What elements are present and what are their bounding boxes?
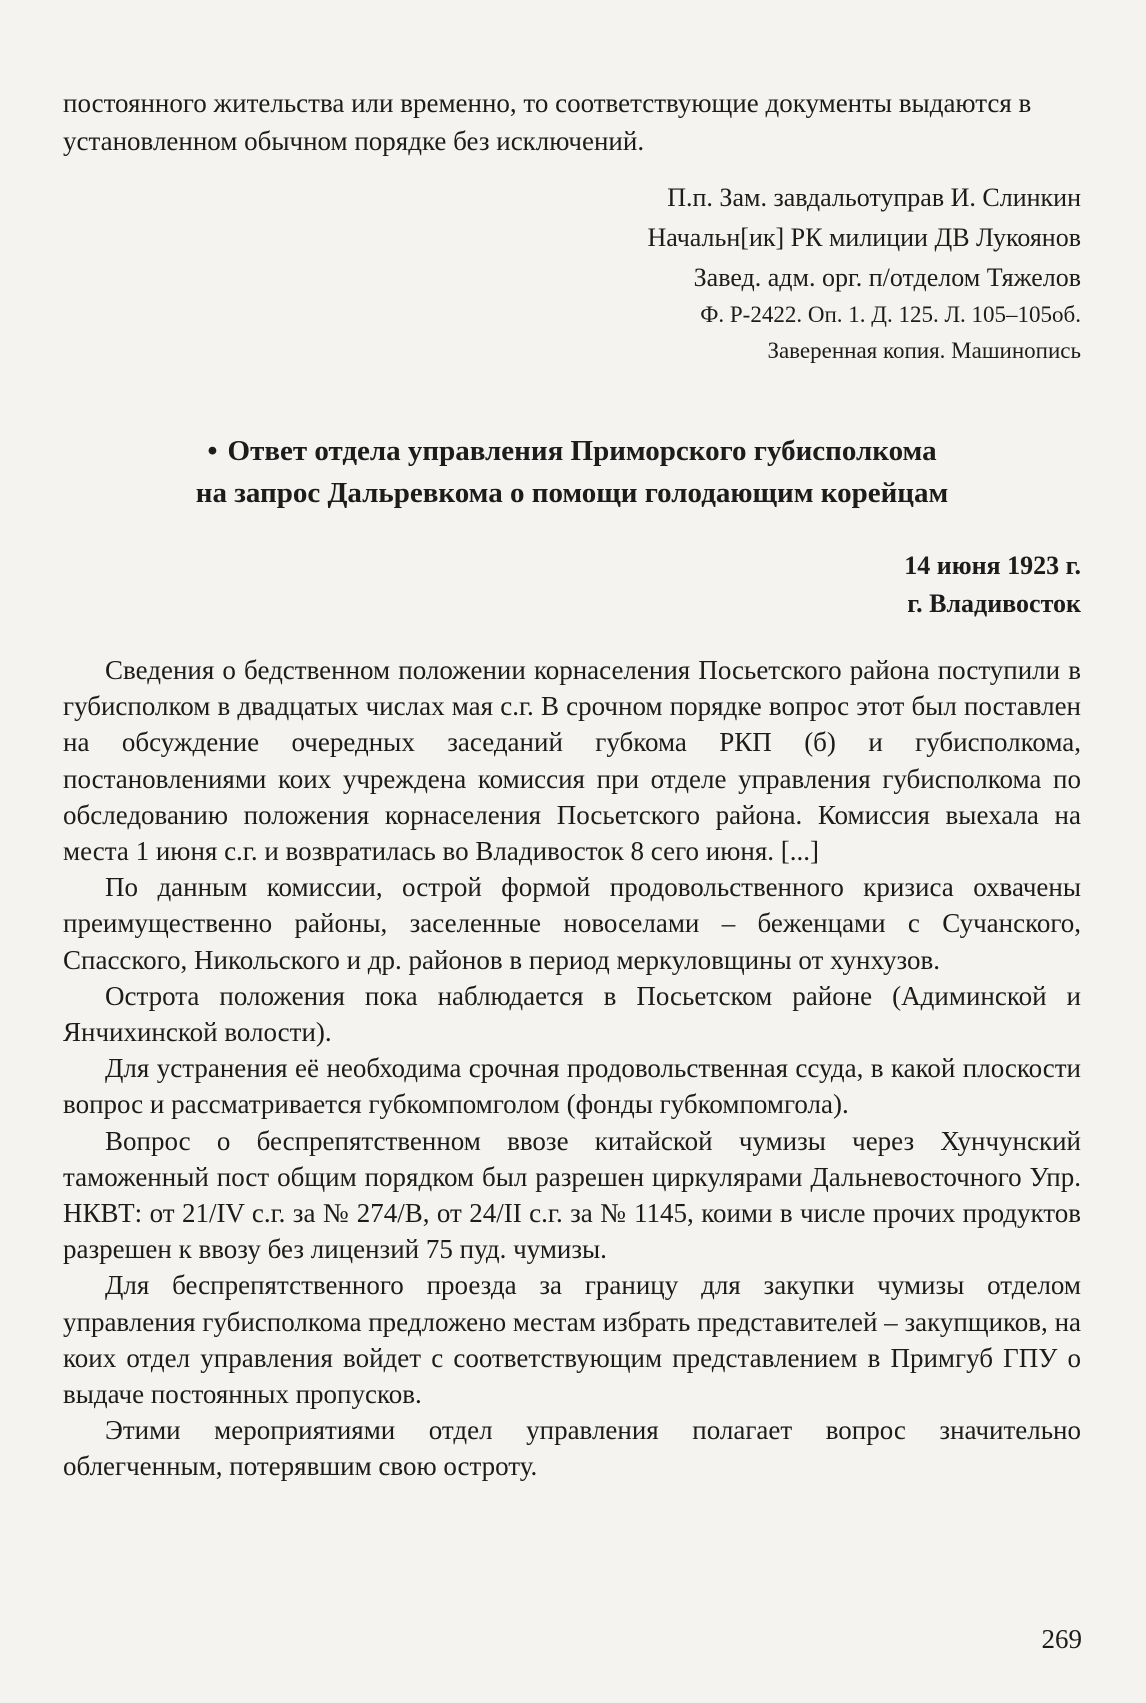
title-line-2: на запрос Дальревкома о помощи голодающим корейцам bbox=[195, 477, 949, 509]
intro-continuation bbox=[63, 84, 1081, 160]
title-line-1 bbox=[63, 430, 1081, 472]
signature-line: Завед. адм. орг. п/отделом Тяжелов bbox=[693, 263, 1081, 292]
body-paragraph: Острота положения пока наблюдается в Посьетском районе (Адиминской и Янчихинской волости). bbox=[63, 980, 1081, 1048]
archive-reference: Ф. Р-2422. Оп. 1. Д. 125. Л. 105–105об. bbox=[700, 302, 1081, 327]
intro-text: постоянного жительства или временно, то соответствующие документы выдаются в установленном обычном порядке без исключений. bbox=[63, 88, 1032, 156]
body-paragraph: Сведения о бедственном положении корнаселения Посьетского района поступили в губисполком в двадцатых числах мая с.г. В срочном порядке вопрос этот был поставлен на обсуждение очередных заседаний губкома РКП (б) и губисполкома, постановлениями коих учреждена комиссия при отделе управления губисполкома по обследованию положения корнаселения Посьетского района. Комиссия выехала на места 1 июня с.г. и возвратилась во Владивосток 8 сего июня. [...] bbox=[63, 655, 1081, 867]
copy-note: Заверенная копия. Машинопись bbox=[767, 338, 1081, 363]
date-place-block bbox=[63, 547, 1081, 623]
page-number: 269 bbox=[1041, 1624, 1082, 1654]
signature-block bbox=[63, 178, 1081, 298]
signature-line: П.п. Зам. завдальотуправ И. Слинкин bbox=[667, 183, 1081, 212]
signature-line: Начальн[ик] РК милиции ДВ Лукоянов bbox=[647, 223, 1081, 252]
body-paragraph: Для беспрепятственного проезда за границу для закупки чумизы отделом управления губисполкома предложено местам избрать представителей – закупщиков, на коих отдел управления войдет с соответствующим представлением в Примгуб ГПУ о выдаче постоянных пропусков. bbox=[63, 1270, 1081, 1410]
bullet-icon: • bbox=[207, 435, 218, 467]
body-paragraph: Этими мероприятиями отдел управления полагает вопрос значительно облегченным, потерявшим свою остроту. bbox=[63, 1415, 1081, 1482]
document-place: г. Владивосток bbox=[907, 589, 1081, 618]
document-body bbox=[63, 652, 1081, 1485]
document-title bbox=[63, 430, 1081, 514]
title-text-1: Ответ отдела управления Приморского губисполкома bbox=[227, 435, 937, 467]
body-paragraph: Для устранения её необходима срочная продовольственная ссуда, в какой плоскости вопрос и рассматривается губкомпомголом (фонды губкомпомгола). bbox=[63, 1053, 1081, 1120]
body-paragraph: По данным комиссии, острой формой продовольственного кризиса охвачены преимущественно районы, заселенные новоселами – беженцами с Сучанского, Спасского, Никольского и др. районов в период меркуловщины от хунхузов. bbox=[63, 872, 1081, 975]
body-paragraph: Вопрос о беспрепятственном ввозе китайской чумизы через Хунчунский таможенный пост общим порядком был разрешен циркулярами Дальневосточного Упр. НКВТ: от 21/IV с.г. за № 274/В, от 24/II с.г. за № 1145, коими в числе прочих продуктов разрешен к ввозу без лицензий 75 пуд. чумизы. bbox=[63, 1125, 1081, 1265]
document-date: 14 июня 1923 г. bbox=[904, 551, 1081, 580]
archive-reference-block bbox=[63, 297, 1081, 369]
